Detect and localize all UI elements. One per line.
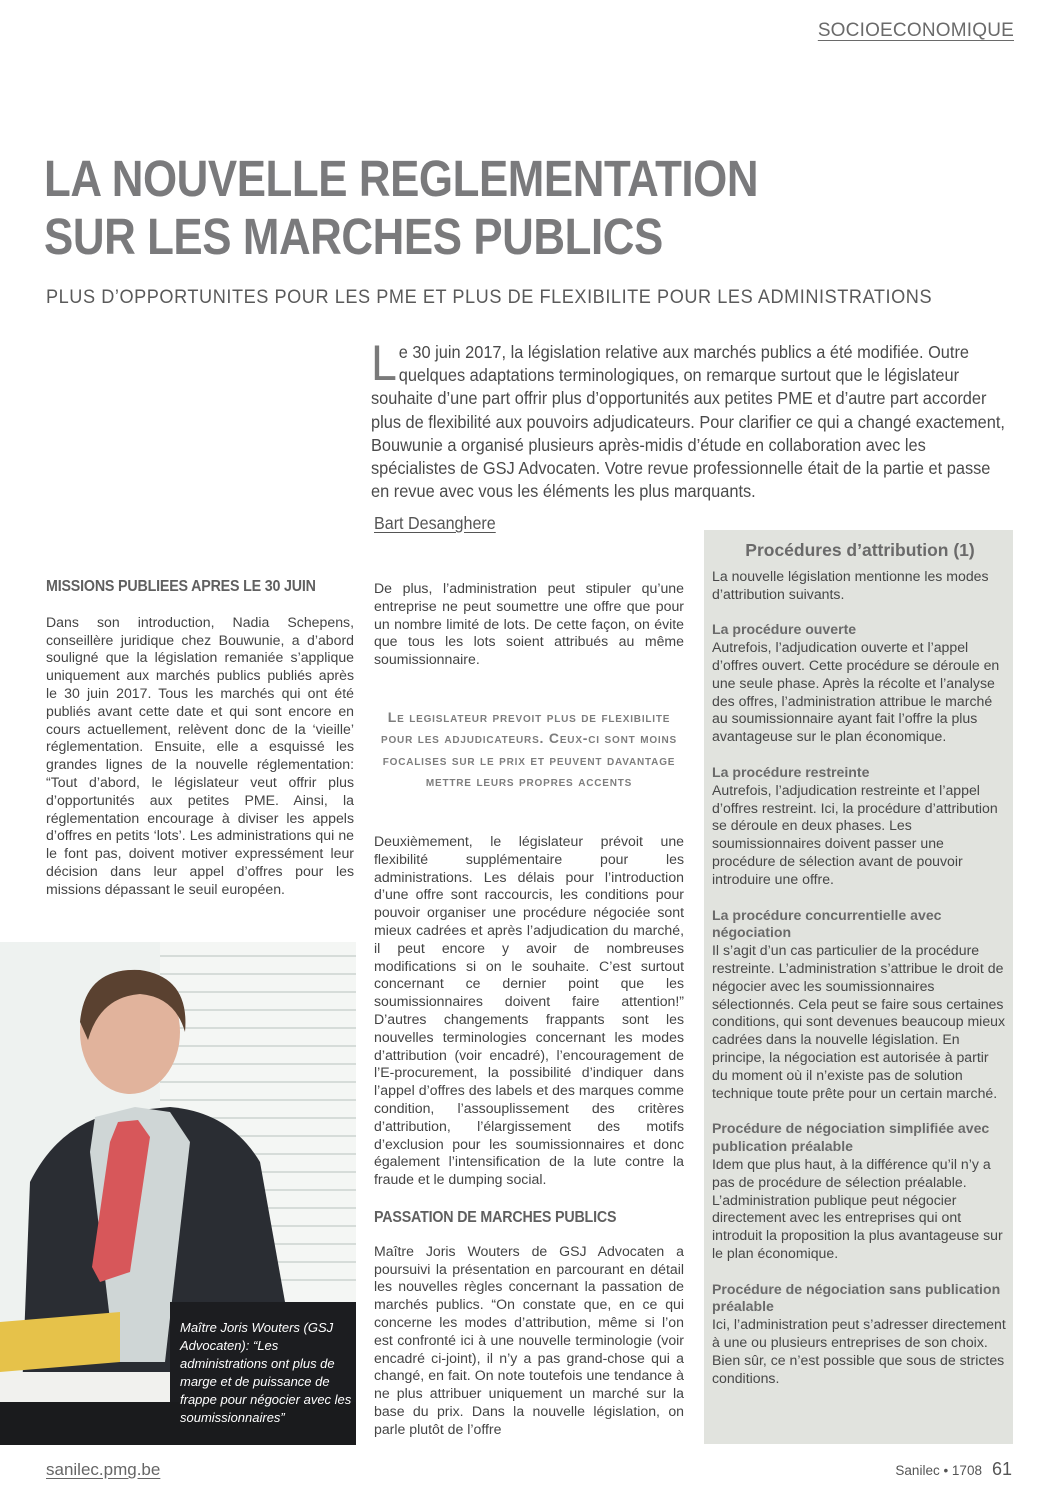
article-title [44, 150, 758, 266]
left-column [46, 578, 354, 899]
sidebar-box [704, 530, 1013, 1444]
middle-column [374, 580, 684, 1438]
sidebar-item-heading: La procédure ouverte [712, 621, 857, 638]
sidebar-title: Procédures d’attribution (1) [745, 540, 975, 560]
sidebar-item-text: Ici, l’administration peut s’adresser directement à une ou plusieurs entreprises de son choix. Bien sûr, ce n’est possible que sous de strictes conditions. [712, 1316, 1006, 1386]
sidebar-item-heading: Procédure de négociation simplifiée avec publication préalable [712, 1120, 990, 1155]
section-tag: SOCIOECONOMIQUE [817, 20, 1014, 41]
section-heading-passation: PASSATION DE MARCHES PUBLICS [374, 1208, 617, 1226]
magazine-issue: Sanilec • 1708 [895, 1463, 982, 1478]
author-byline[interactable]: Bart Desanghere [374, 513, 496, 533]
lead-text: e 30 juin 2017, la législation relative aux marchés publics a été modifiée. Outre quelques adaptations terminologiques, on remarque surtout que le législateur souhaite d’une part offrir plus d’opportunités aux petites PME et d’autre part accorder plus de flexibilité aux pouvoirs adjudicateurs. Pour clarifier ce qui a changé exactement, Bouwunie a organisé plusieurs après-midis d’étude en collaboration avec les spécialistes de GSJ Advocaten. Votre revue professionnelle était de la partie et passe en revue avec vous les éléments les plus marquants. [371, 342, 1005, 502]
body-paragraph: Maître Joris Wouters de GSJ Advocaten a poursuivi la présentation en parcourant en détail les nouvelles règles concernant la passation de marchés publics. “On constate que, en ce qui concerne les modes d’attribution, même si l’on est confronté ici à une nouvelle terminologie (voir encadré ci-joint), il n’y a pas grand-chose qui a changé, en fait. On note toutefois une tendance à ne plus attribuer uniquement un marché sur la base du prix. Dans la nouvelle législation, on parle plutôt de l’offre [374, 1242, 684, 1437]
sidebar-item-text: Il s’agit d’un cas particulier de la procédure restreinte. L’administration s’attribue le droit de négocier avec les soumissionnaires sélectionnés. Cela peut se faire sous certaines conditions, qui sont devenues beaucoup mieux cadrées dans la nouvelle législation. En principe, la négociation est autorisée à partir du moment où il n’existe pas de solution technique toute prête pour un certain marché. [712, 942, 1006, 1101]
title-line-1: LA NOUVELLE REGLEMENTATION [44, 150, 759, 207]
sidebar-item-heading: La procédure concurrentielle avec négociation [712, 906, 942, 941]
sidebar-item-text: Autrefois, l’adjudication ouverte et l’appel d’offres ouvert. Cette procédure se déroule en une seule phase. Après la récolte et l’analyse des offres, l’administration attribue le marché au soumissionnaire ayant fait l’offre la plus avantageuse sur le plan économique. [712, 639, 1000, 745]
section-heading-missions: MISSIONS PUBLIEES APRES LE 30 JUIN [46, 578, 316, 595]
website-link[interactable]: sanilec.pmg.be [46, 1460, 161, 1479]
body-paragraph: Deuxièmement, le législateur prévoit une flexibilité supplémentaire pour les administrations. Les délais pour l’introduction d’une offre sont raccourcis, les conditions pour pouvoir organiser une procédure négociée sont mieux cadrées et après l’adjudication du marché, il peut encore y avoir de nombreuses modifications si on le souhaite. C’est surtout concernant ce dernier point que les soumissionnaires doivent faire attention!” D’autres changements frappants sont les nouvelles terminologies concernant les modes d’attribution (voir encadré), l’encouragement de l’E-procurement, la possibilité d’indiquer dans l’appel d’offres des labels et des marques comme condition, l’assouplissement des critères d’attribution, l’élargissement des motifs d’exclusion pour les soumissionnaires et donc également l’intensification de la lute contre la fraude et le dumping social. [374, 832, 684, 1188]
footer-folio [895, 1459, 1012, 1480]
pull-quote: Le legislateur prevoit plus de flexibilite pour les adjudicateurs. Ceux-ci sont moins focalises sur le prix et peuvent davantage mettre leurs propres accents [381, 708, 677, 790]
article-subtitle: PLUS D’OPPORTUNITES POUR LES PME ET PLUS DE FLEXIBILITE POUR LES ADMINISTRATIONS [46, 286, 933, 308]
sidebar-item-text: Idem que plus haut, à la différence qu’il n’y a pas de procédure de sélection préalable. L’administration publique peut négocier directement avec les entreprises qui ont introduit la proposition la plus avantageuse sur le plan économique. [712, 1155, 1003, 1261]
title-line-2: SUR LES MARCHES PUBLICS [44, 208, 663, 265]
body-paragraph: De plus, l’administration peut stipuler qu’une entreprise ne peut soumettre une offre que pour un nombre limité de lots. De cette façon, on évite que tous les lots soient attribués au même soumissionnaire. [374, 580, 684, 668]
drop-cap: L [371, 335, 397, 391]
lead-paragraph [371, 335, 1011, 503]
sidebar-item-heading: Procédure de négociation sans publication préalable [712, 1280, 1001, 1315]
sidebar-intro: La nouvelle législation mentionne les modes d’attribution suivants. [712, 567, 989, 602]
sidebar-item-text: Autrefois, l’adjudication restreinte et l’appel d’offres restreint. Ici, la procédure d’attribution se déroule en deux phases. Les soumissionnaires doivent passer une procédure de sélection avant de pouvoir introduire une offre. [712, 781, 998, 887]
page-number: 61 [991, 1459, 1012, 1479]
body-paragraph: Dans son introduction, Nadia Schepens, conseillère juridique chez Bouwunie, a d’abord souligné que la législation remaniée s’applique uniquement aux marchés publics publiés après le 30 juin 2017. Tous les marchés qui ont été publiés avant cette date et qui sont encore en cours actuellement, relèvent donc de la ‘vieille’ réglementation. Ensuite, elle a esquissé les grandes lignes de la nouvelle réglementation: “Tout d’abord, le législateur veut offrir plus d’opportunités aux petites PME. Ainsi, la réglementation encourage à diviser les appels d’offres en petits ‘lots’. Les administrations qui ne le font pas, doivent motiver expressément leur décision dans leur appel d’offres pour les missions dépassant le seuil européen. [46, 613, 354, 897]
photo-caption: Maître Joris Wouters (GSJ Advocaten): “Les administrations ont plus de marge et de puissance de frappe pour négocier avec les soumissionnaires” [180, 1320, 352, 1425]
sidebar-item-heading: La procédure restreinte [712, 763, 870, 780]
